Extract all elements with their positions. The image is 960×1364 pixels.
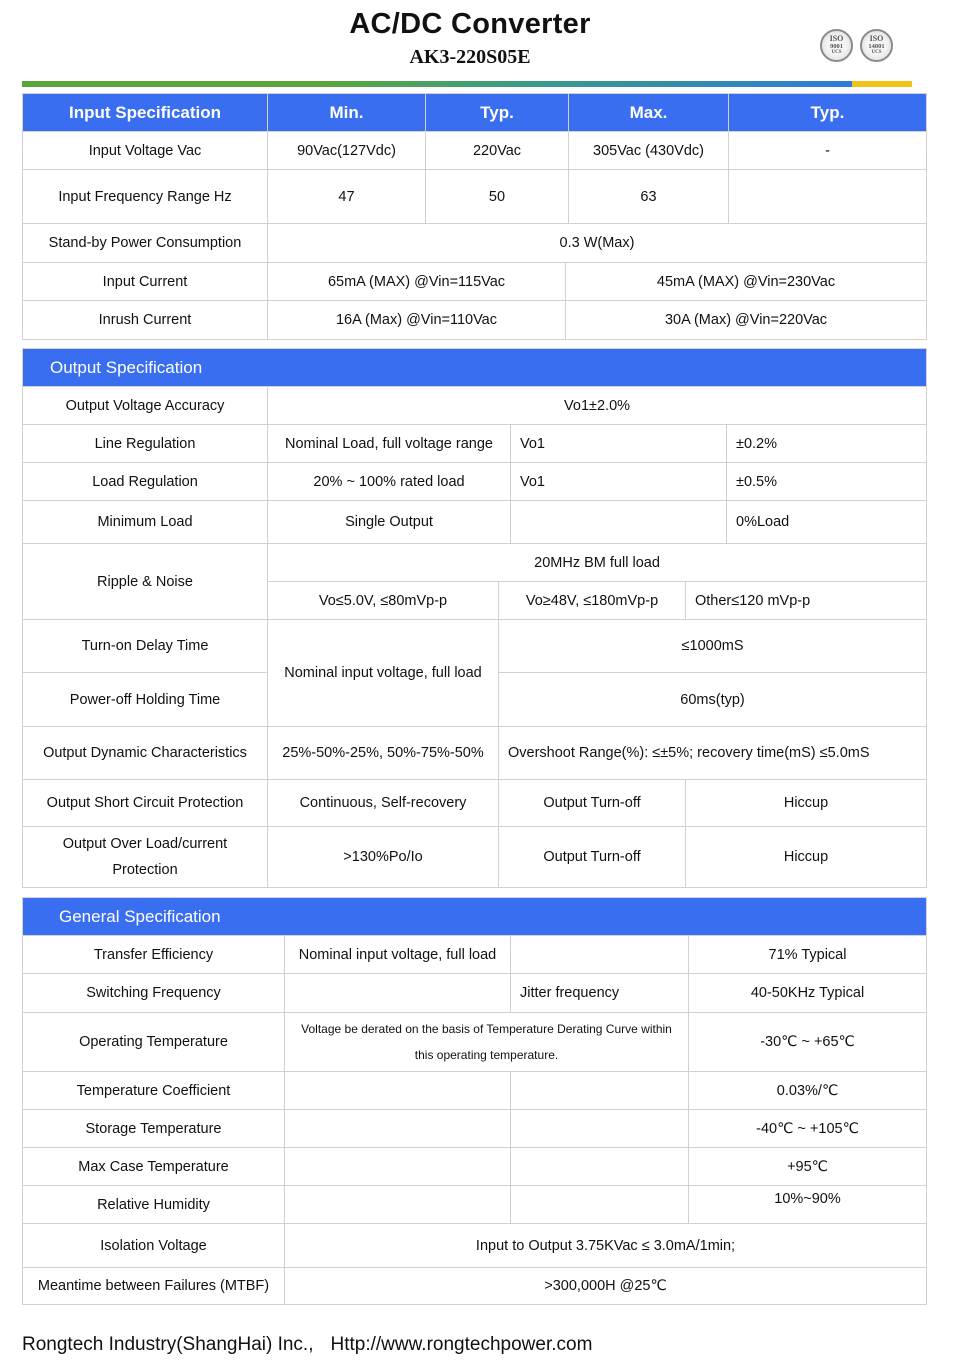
table-row — [23, 620, 927, 673]
certification-seals — [820, 29, 893, 62]
table-row — [23, 780, 927, 827]
cell-empty — [285, 974, 511, 1013]
cell-empty — [511, 936, 689, 974]
table-row — [23, 425, 927, 463]
cell-value: 71% Typical — [689, 936, 927, 974]
iso-14001-seal — [860, 29, 893, 62]
cell-value: ≤1000mS — [499, 620, 927, 673]
cell-value: Overshoot Range(%): ≤±5%; recovery time(mS) ≤5.0mS — [499, 727, 927, 780]
table-row — [23, 1013, 927, 1072]
seal-number: 9001 — [830, 42, 843, 50]
row-label: Ripple & Noise — [23, 544, 268, 620]
cell-value: 45mA (MAX) @Vin=230Vac — [566, 263, 927, 301]
cell-value: 30A (Max) @Vin=220Vac — [566, 301, 927, 340]
cell-value: 305Vac (430Vdc) — [569, 132, 729, 170]
row-label: Operating Temperature — [23, 1013, 285, 1072]
cell-empty — [511, 1110, 689, 1148]
col-header: Typ. — [426, 94, 569, 132]
row-label: Input Current — [23, 263, 268, 301]
input-spec-table — [22, 93, 927, 263]
cell-value — [729, 170, 927, 224]
seal-mark: UCS — [871, 50, 882, 56]
row-label: Power-off Holding Time — [23, 673, 268, 727]
table-row — [23, 1268, 927, 1305]
seal-number: 14001 — [868, 42, 885, 50]
cell-empty — [285, 1110, 511, 1148]
row-label: Relative Humidity — [23, 1186, 285, 1224]
seal-label: ISO — [869, 34, 884, 44]
table-row — [23, 1224, 927, 1268]
row-label: Line Regulation — [23, 425, 268, 463]
cell-value: 60ms(typ) — [499, 673, 927, 727]
cell-value: 65mA (MAX) @Vin=115Vac — [268, 263, 566, 301]
row-label: Isolation Voltage — [23, 1224, 285, 1268]
cell-value: - — [729, 132, 927, 170]
table-row — [23, 936, 927, 974]
row-label: Load Regulation — [23, 463, 268, 501]
output-spec-table — [22, 348, 927, 888]
cell-value: 0.03%/℃ — [689, 1072, 927, 1110]
cell-empty — [285, 1186, 511, 1224]
row-label: Stand-by Power Consumption — [23, 224, 268, 263]
cell-value: Hiccup — [686, 827, 927, 888]
cell-channel: Vo1 — [511, 425, 727, 463]
cell-value: 63 — [569, 170, 729, 224]
row-label: Transfer Efficiency — [23, 936, 285, 974]
row-label: Max Case Temperature — [23, 1148, 285, 1186]
model-number: AK3-220S05E — [409, 46, 531, 68]
cell-value: 47 — [268, 170, 426, 224]
cell-condition: 20MHz BM full load — [268, 544, 927, 582]
table-row — [23, 1072, 927, 1110]
row-label: Temperature Coefficient — [23, 1072, 285, 1110]
cell-value: 40-50KHz Typical — [689, 974, 927, 1013]
table-row — [23, 1186, 927, 1224]
table-row — [23, 263, 927, 301]
cell-value: -40℃ ~ +105℃ — [689, 1110, 927, 1148]
table-row — [23, 132, 927, 170]
row-label: Switching Frequency — [23, 974, 285, 1013]
row-label: Output Short Circuit Protection — [23, 780, 268, 827]
input-header-row — [23, 94, 927, 132]
section-title: Output Specification — [23, 349, 927, 387]
cell-value: 0.3 W(Max) — [268, 224, 927, 263]
cell-value: Hiccup — [686, 780, 927, 827]
cell-empty — [511, 501, 727, 544]
general-header-row — [23, 898, 927, 936]
general-spec-table — [22, 897, 927, 1305]
cell-condition: 25%-50%-25%, 50%-75%-50% — [268, 727, 499, 780]
cell-value: 16A (Max) @Vin=110Vac — [268, 301, 566, 340]
cell-value: 50 — [426, 170, 569, 224]
cell-condition: Nominal input voltage, full load — [285, 936, 511, 974]
cell-value: 90Vac(127Vdc) — [268, 132, 426, 170]
table-row — [23, 974, 927, 1013]
col-header: Input Specification — [23, 94, 268, 132]
cell-value: Vo≥48V, ≤180mVp-p — [499, 582, 686, 620]
page-title: AC/DC Converter — [349, 8, 591, 40]
cell-empty — [511, 1148, 689, 1186]
row-label: Input Voltage Vac — [23, 132, 268, 170]
cell-value: -30℃ ~ +65℃ — [689, 1013, 927, 1072]
cell-mode: Output Turn-off — [499, 780, 686, 827]
input-current-table — [22, 262, 927, 340]
cell-mode: Output Turn-off — [499, 827, 686, 888]
cell-empty — [285, 1072, 511, 1110]
row-label: Turn-on Delay Time — [23, 620, 268, 673]
cell-condition: Continuous, Self-recovery — [268, 780, 499, 827]
cell-condition: >130%Po/Io — [268, 827, 499, 888]
col-header: Typ. — [729, 94, 927, 132]
cell-value: Vo1±2.0% — [268, 387, 927, 425]
table-row — [23, 1148, 927, 1186]
row-label: Meantime between Failures (MTBF) — [23, 1268, 285, 1305]
row-label: Minimum Load — [23, 501, 268, 544]
cell-condition: Voltage be derated on the basis of Temperature Derating Curve within this operating temperature. — [285, 1013, 689, 1072]
cell-value: Vo≤5.0V, ≤80mVp-p — [268, 582, 499, 620]
header-divider-bar — [22, 81, 912, 87]
cell-condition: Jitter frequency — [511, 974, 689, 1013]
cell-empty — [511, 1072, 689, 1110]
table-row — [23, 1110, 927, 1148]
cell-channel: Vo1 — [511, 463, 727, 501]
table-row — [23, 827, 927, 888]
iso-9001-seal — [820, 29, 853, 62]
cell-value: 220Vac — [426, 132, 569, 170]
cell-value: ±0.2% — [727, 425, 927, 463]
footer — [22, 1334, 592, 1356]
table-row — [23, 301, 927, 340]
seal-mark: UCS — [831, 50, 842, 56]
cell-condition: Nominal Load, full voltage range — [268, 425, 511, 463]
col-header: Min. — [268, 94, 426, 132]
cell-condition: Single Output — [268, 501, 511, 544]
cell-value: Input to Output 3.75KVac ≤ 3.0mA/1min; — [285, 1224, 927, 1268]
table-row — [23, 224, 927, 263]
table-row — [23, 544, 927, 582]
row-label: Inrush Current — [23, 301, 268, 340]
col-header: Max. — [569, 94, 729, 132]
table-row — [23, 501, 927, 544]
output-header-row — [23, 349, 927, 387]
table-row — [23, 387, 927, 425]
table-row — [23, 170, 927, 224]
row-label: Output Over Load/current Protection — [23, 827, 268, 888]
cell-value: Other≤120 mVp-p — [686, 582, 927, 620]
company-name: Rongtech Industry(ShangHai) Inc., — [22, 1334, 314, 1355]
cell-value: ±0.5% — [727, 463, 927, 501]
cell-value: +95℃ — [689, 1148, 927, 1186]
website-link[interactable]: Http://www.rongtechpower.com — [330, 1334, 593, 1355]
cell-value: 0%Load — [727, 501, 927, 544]
row-label: Output Dynamic Characteristics — [23, 727, 268, 780]
cell-condition: Nominal input voltage, full load — [268, 620, 499, 727]
cell-empty — [511, 1186, 689, 1224]
table-row — [23, 727, 927, 780]
cell-value: >300,000H @25℃ — [285, 1268, 927, 1305]
cell-value: 10%~90% — [689, 1186, 927, 1224]
row-label: Storage Temperature — [23, 1110, 285, 1148]
row-label: Input Frequency Range Hz — [23, 170, 268, 224]
cell-condition: 20% ~ 100% rated load — [268, 463, 511, 501]
cell-empty — [285, 1148, 511, 1186]
seal-label: ISO — [829, 34, 844, 44]
row-label: Output Voltage Accuracy — [23, 387, 268, 425]
table-row — [23, 463, 927, 501]
section-title: General Specification — [23, 898, 927, 936]
